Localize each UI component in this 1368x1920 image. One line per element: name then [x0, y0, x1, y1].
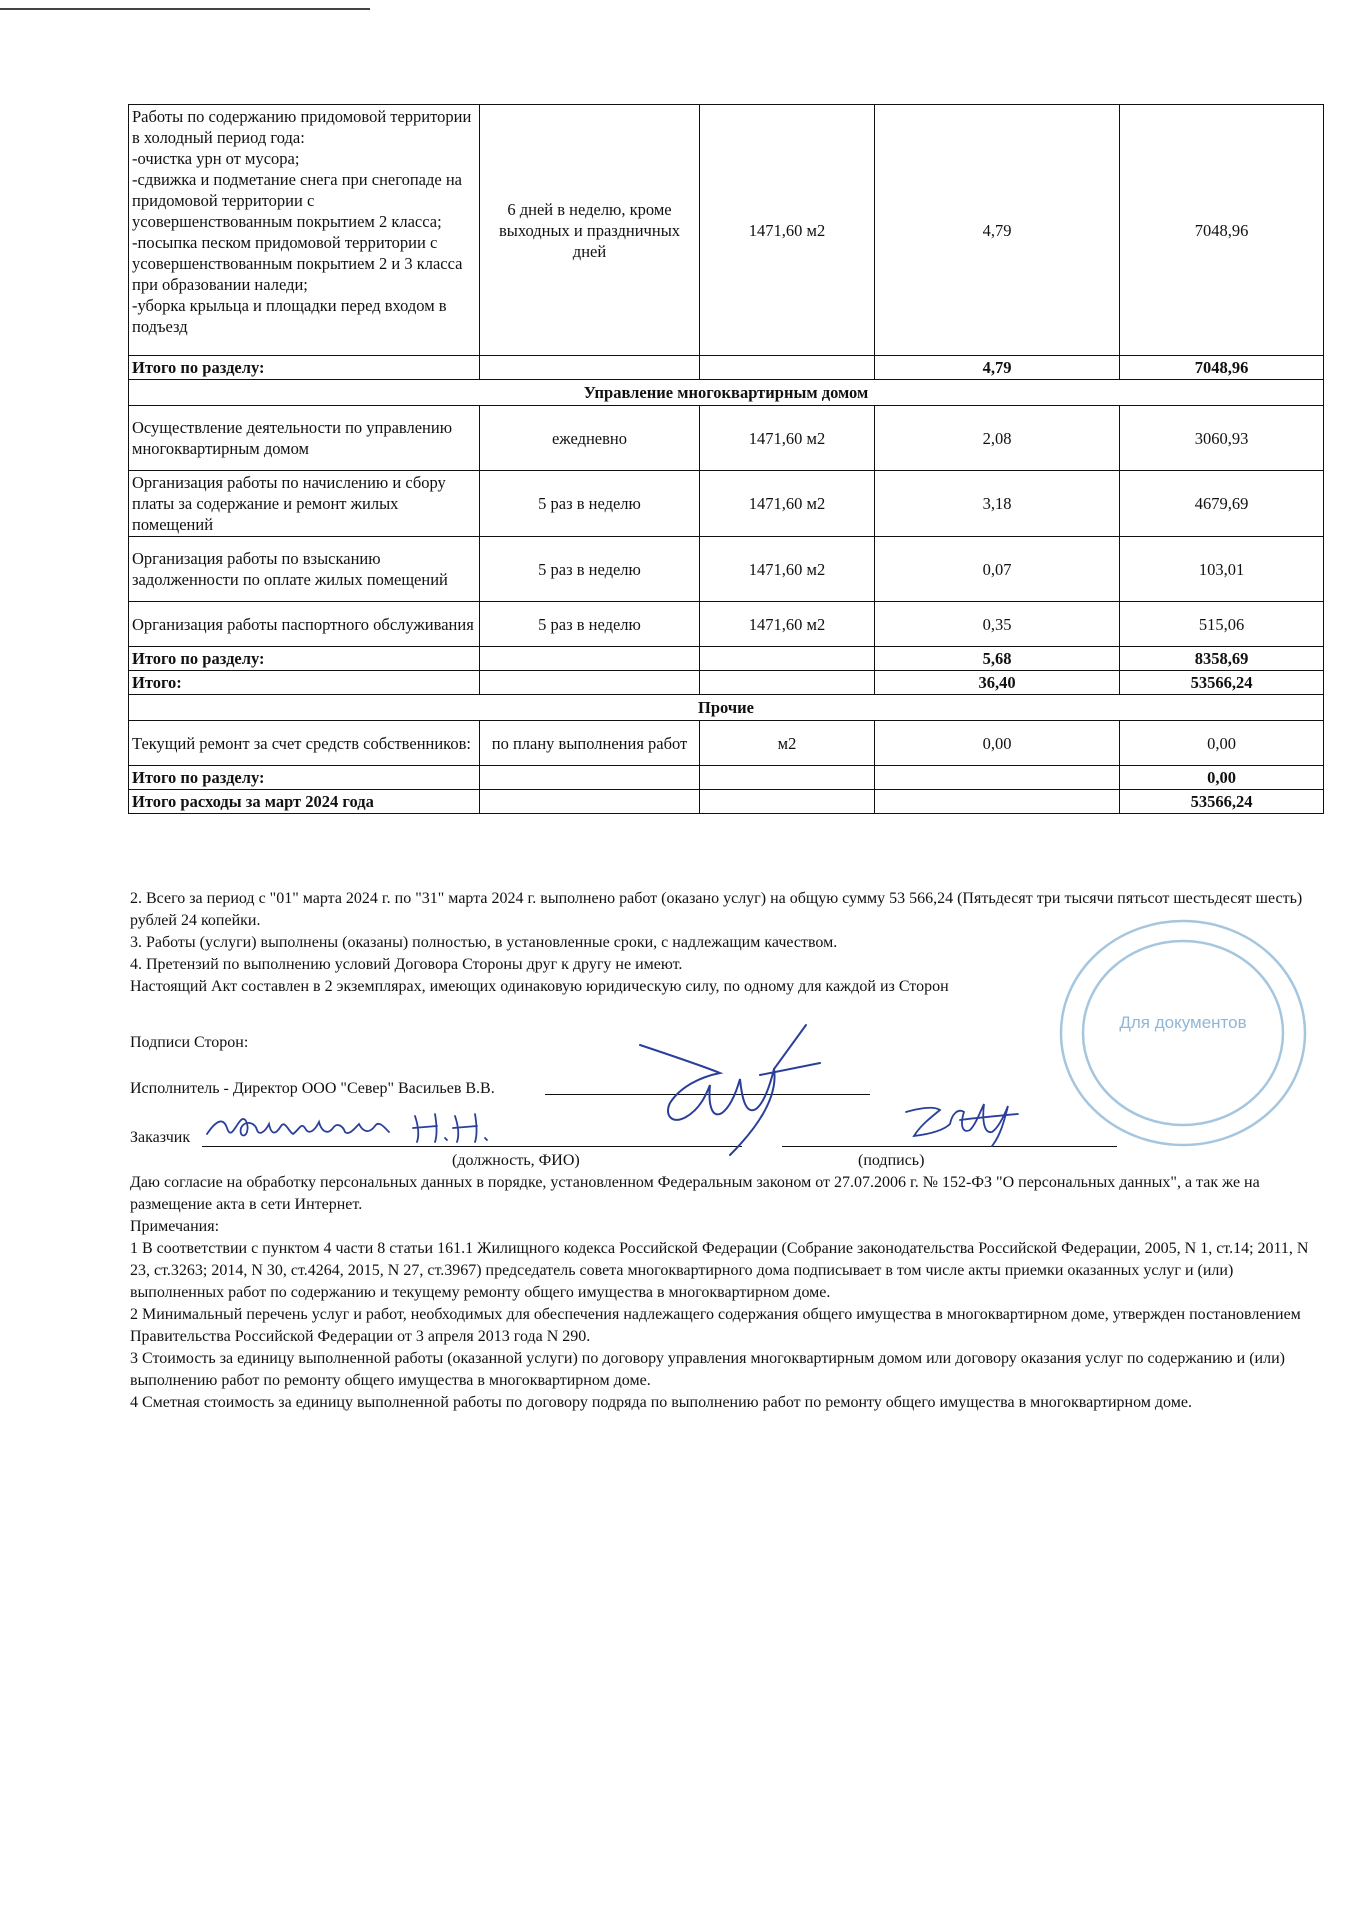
area: 1471,60 м2 [700, 471, 875, 537]
signatures-title: Подписи Сторон: [130, 1034, 249, 1051]
empty-cell [480, 790, 700, 814]
section-title: Управление многоквартирным домом [129, 380, 1324, 406]
area: 1471,60 м2 [700, 602, 875, 647]
total-sum: 0,00 [1120, 766, 1324, 790]
total-row [129, 790, 1324, 814]
total-rate [875, 766, 1120, 790]
total-sum: 53566,24 [1120, 671, 1324, 695]
frequency: 5 раз в неделю [480, 471, 700, 537]
note-4: 4 Сметная стоимость за единицу выполненной работы по договору подряда по выполнению работ по ремонту общего имущества в многоквартирном доме. [130, 1394, 1192, 1411]
empty-cell [480, 356, 700, 380]
cost: 103,01 [1120, 537, 1324, 602]
consent-and-notes [130, 1172, 1330, 1414]
total-sum: 8358,69 [1120, 647, 1324, 671]
total-sum: 53566,24 [1120, 790, 1324, 814]
note-1: 1 В соответствии с пунктом 4 части 8 статьи 161.1 Жилищного кодекса Российской Федерации (Собрание законодательства Российской Федерации, 2005, N 1, ст.14; 2011, N 23, ст.3263; 2014, N 30, ст.4264, 2015, N 27, ст.3967) председатель совета многоквартирного дома подписывает в том числе акты приемки оказанных услуг и (или) выполненных работ по содержанию и текущему ремонту общего имущества в многоквартирном доме. [130, 1240, 1309, 1301]
rate-per-m2: 0,35 [875, 602, 1120, 647]
table-row [129, 537, 1324, 602]
organization-stamp [1048, 908, 1318, 1158]
area: м2 [700, 721, 875, 766]
caption-position: (должность, ФИО) [452, 1152, 580, 1169]
rate-per-m2: 2,08 [875, 406, 1120, 471]
empty-cell [480, 647, 700, 671]
executor-label: Исполнитель - Директор ООО "Север" Васильев В.В. [130, 1080, 495, 1097]
frequency: 5 раз в неделю [480, 602, 700, 647]
section-header-row [129, 695, 1324, 721]
rate-per-m2: 4,79 [875, 105, 1120, 356]
total-sum: 7048,96 [1120, 356, 1324, 380]
note-2: 2 Минимальный перечень услуг и работ, необходимых для обеспечения надлежащего содержания общего имущества в многоквартирном доме, утвержден постановлением Правительства Российской Федерации от 3 апреля 2013 года N 290. [130, 1306, 1301, 1345]
customer-signature [900, 1090, 1030, 1150]
table-row [129, 471, 1324, 537]
empty-cell [700, 766, 875, 790]
total-label: Итого расходы за март 2024 года [129, 790, 480, 814]
total-row [129, 647, 1324, 671]
customer-handwritten-name [205, 1102, 605, 1152]
empty-cell [480, 766, 700, 790]
notes-title: Примечания: [130, 1218, 220, 1235]
rate-per-m2: 0,00 [875, 721, 1120, 766]
frequency: 6 дней в неделю, кроме выходных и праздничных дней [480, 105, 700, 356]
total-label: Итого по разделу: [129, 647, 480, 671]
total-rate: 5,68 [875, 647, 1120, 671]
area: 1471,60 м2 [700, 406, 875, 471]
table-row [129, 721, 1324, 766]
scan-top-line [0, 8, 370, 10]
caption-signature: (подпись) [858, 1152, 925, 1169]
total-label: Итого по разделу: [129, 356, 480, 380]
cost: 515,06 [1120, 602, 1324, 647]
total-rate [875, 790, 1120, 814]
total-row [129, 356, 1324, 380]
executor-signature [610, 1015, 840, 1165]
customer-label: Заказчик [130, 1129, 191, 1146]
total-rate: 36,40 [875, 671, 1120, 695]
cost: 3060,93 [1120, 406, 1324, 471]
work-description: Организация работы по начислению и сбору платы за содержание и ремонт жилых помещений [129, 471, 480, 537]
paragraph-copies: Настоящий Акт составлен в 2 экземплярах, имеющих одинаковую юридическую силу, по одному для каждой из Сторон [130, 978, 949, 995]
work-description: Организация работы паспортного обслуживания [129, 602, 480, 647]
stamp-text: Для документов [1119, 1013, 1247, 1032]
work-description: Работы по содержанию придомовой территории в холодный период года: -очистка урн от мусора; -сдвижка и подметание снега при снегопаде на придомовой территории с усовершенствованным покрытием 2 класса; -посыпка песком придомовой территории с усовершенствованным покрытием 2 и 3 класса при образовании наледи; -уборка крыльца и площадки перед входом в подъезд [129, 105, 480, 356]
table-row [129, 406, 1324, 471]
total-label: Итого по разделу: [129, 766, 480, 790]
consent-text: Даю согласие на обработку персональных данных в порядке, установленном Федеральным законом от 27.07.2006 г. № 152-ФЗ "О персональных данных", а так же на размещение акта в сети Интернет. [130, 1174, 1260, 1213]
table-row [129, 105, 1324, 356]
table-row [129, 602, 1324, 647]
cost: 7048,96 [1120, 105, 1324, 356]
cost: 0,00 [1120, 721, 1324, 766]
empty-cell [700, 790, 875, 814]
section-header-row [129, 380, 1324, 406]
total-rate: 4,79 [875, 356, 1120, 380]
paragraph-2: 2. Всего за период с "01" марта 2024 г. по "31" марта 2024 г. выполнено работ (оказано услуг) на общую сумму 53 566,24 (Пятьдесят три тысячи пятьсот шестьдесят шесть) рублей 24 копейки. [130, 890, 1303, 929]
work-description: Организация работы по взысканию задолженности по оплате жилых помещений [129, 537, 480, 602]
rate-per-m2: 0,07 [875, 537, 1120, 602]
area: 1471,60 м2 [700, 105, 875, 356]
note-3: 3 Стоимость за единицу выполненной работы (оказанной услуги) по договору управления многоквартирным домом или договору оказания услуг по содержанию и (или) выполнению работ по ремонту общего имущества в многоквартирном доме. [130, 1350, 1285, 1389]
frequency: 5 раз в неделю [480, 537, 700, 602]
cost: 4679,69 [1120, 471, 1324, 537]
rate-per-m2: 3,18 [875, 471, 1120, 537]
frequency: по плану выполнения работ [480, 721, 700, 766]
total-label: Итого: [129, 671, 480, 695]
services-table [128, 104, 1324, 814]
empty-cell [700, 356, 875, 380]
empty-cell [480, 671, 700, 695]
total-row [129, 766, 1324, 790]
empty-cell [700, 671, 875, 695]
work-description: Осуществление деятельности по управлению многоквартирным домом [129, 406, 480, 471]
section-title: Прочие [129, 695, 1324, 721]
paragraph-4: 4. Претензий по выполнению условий Договора Стороны друг к другу не имеют. [130, 956, 683, 973]
frequency: ежедневно [480, 406, 700, 471]
work-description: Текущий ремонт за счет средств собственников: [129, 721, 480, 766]
area: 1471,60 м2 [700, 537, 875, 602]
total-row [129, 671, 1324, 695]
paragraph-3: 3. Работы (услуги) выполнены (оказаны) полностью, в установленные сроки, с надлежащим качеством. [130, 934, 838, 951]
empty-cell [700, 647, 875, 671]
